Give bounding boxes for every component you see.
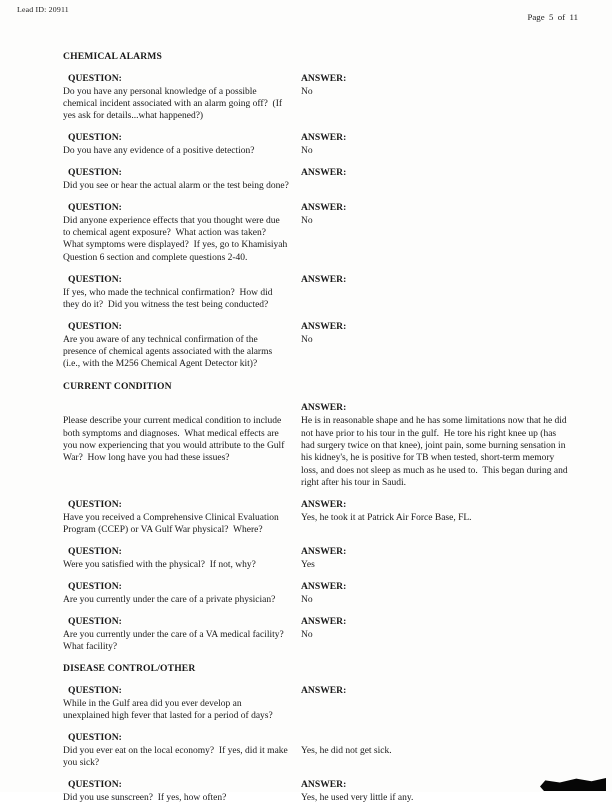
question-label: QUESTION: <box>68 166 122 178</box>
answer-text: No <box>301 86 313 97</box>
qa-pair <box>63 680 590 723</box>
answer-label: ANSWER: <box>301 201 347 213</box>
answer-label: ANSWER: <box>301 132 347 144</box>
header-page-number: Page 5 of 11 <box>527 12 578 22</box>
answer-label: ANSWER: <box>301 580 347 592</box>
answer-text: No <box>301 594 313 605</box>
answer-text: He is in reasonable shape and he has some limitations now that he did not have prior to his tour in the gulf. He tore his right knee up (has had surgery twice on that knee), joint pain, some burning sensation in his kidney's, he is positive for TB when tested, short-term memory loss, and does not sleep as much as he used to. This began during and right after his tour in Saudi. <box>301 416 570 489</box>
qa-pair <box>63 494 590 537</box>
header-lead-id: Lead ID: 20911 <box>17 5 69 14</box>
question-label: QUESTION: <box>68 498 122 510</box>
question-text: Did you ever eat on the local economy? If yes, did it make you sick? <box>63 746 291 769</box>
answer-text: No <box>301 629 313 640</box>
qa-pair <box>63 541 590 571</box>
answer-label: ANSWER: <box>301 546 347 558</box>
question-text: Do you have any evidence of a positive detection? <box>63 146 255 157</box>
question-label: QUESTION: <box>68 546 122 558</box>
question-label: QUESTION: <box>68 132 122 144</box>
answer-text: No <box>301 215 313 226</box>
qa-pair <box>63 774 590 804</box>
qa-pair <box>63 162 590 192</box>
qa-pair <box>63 727 590 770</box>
question-text: Please describe your current medical condition to include both symptoms and diagnoses. What medical effects are you now experiencing that you would attribute to the Gulf War? How long have you had these issues? <box>63 416 287 464</box>
answer-label: ANSWER: <box>301 684 347 696</box>
question-label: QUESTION: <box>68 580 122 592</box>
question-text: While in the Gulf area did you ever develop an unexplained high fever that lasted for a period of days? <box>63 698 273 722</box>
qa-pair <box>63 68 590 123</box>
qa-pair <box>63 127 590 157</box>
question-text: Are you currently under the care of a VA medical facility? What facility? <box>63 629 289 653</box>
answer-text: Yes, he did not get sick. <box>301 746 392 757</box>
section-title: DISEASE CONTROL/OTHER <box>63 663 196 675</box>
question-label: QUESTION: <box>68 779 122 791</box>
question-text: Are you aware of any technical confirmation of the presence of chemical agents associated with the alarms (i.e., with the M256 Chemical Agent Detector kit)? <box>63 334 275 370</box>
answer-label: ANSWER: <box>301 320 347 332</box>
qa-pair <box>63 269 590 312</box>
question-label: QUESTION: <box>68 615 122 627</box>
qa-pair <box>63 397 590 489</box>
question-label: QUESTION: <box>68 273 122 285</box>
answer-label: ANSWER: <box>301 498 347 510</box>
question-text: Did anyone experience effects that you thought were due to chemical agent exposure? What action was taken? What symptoms were displayed? If yes, go to Khamisiyah Question 6 section and complete questions 2-40. <box>63 215 290 263</box>
answer-text: Yes <box>301 560 315 571</box>
answer-label: ANSWER: <box>301 779 347 791</box>
question-label: QUESTION: <box>68 201 122 213</box>
qa-list <box>63 50 590 805</box>
answer-label: ANSWER: <box>301 273 347 285</box>
qa-pair <box>63 197 590 264</box>
answer-text: No <box>301 334 313 345</box>
question-text: If yes, who made the technical confirmation? How did they do it? Did you witness the test being conducted? <box>63 287 275 310</box>
question-text: Were you satisfied with the physical? If not, why? <box>63 560 256 571</box>
answer-text: Yes, he took it at Patrick Air Force Base, FL. <box>301 512 472 523</box>
question-text: Do you have any personal knowledge of a possible chemical incident associated with an alarm going off? (If yes ask for details...what happened?) <box>63 86 285 122</box>
question-label: QUESTION: <box>68 72 122 84</box>
qa-pair <box>63 611 590 654</box>
question-text: Are you currently under the care of a private physician? <box>63 594 276 605</box>
answer-label: ANSWER: <box>301 166 347 178</box>
answer-text: No <box>301 146 313 157</box>
answer-label: ANSWER: <box>301 402 347 414</box>
qa-pair <box>63 576 590 606</box>
question-text: Did you see or hear the actual alarm or the test being done? <box>63 180 289 191</box>
question-label: QUESTION: <box>68 732 122 744</box>
answer-label: ANSWER: <box>301 615 347 627</box>
question-text: Have you received a Comprehensive Clinical Evaluation Program (CCEP) or VA Gulf War physical? Where? <box>63 512 282 536</box>
question-label: QUESTION: <box>68 320 122 332</box>
section-title: CURRENT CONDITION <box>63 380 172 392</box>
question-label: QUESTION: <box>68 684 122 696</box>
answer-label: ANSWER: <box>301 72 347 84</box>
section-title: CHEMICAL ALARMS <box>63 51 162 62</box>
qa-pair <box>63 316 590 371</box>
question-text: Did you use sunscreen? If yes, how often? <box>63 793 227 804</box>
answer-text: Yes, he used very little if any. <box>301 793 414 804</box>
